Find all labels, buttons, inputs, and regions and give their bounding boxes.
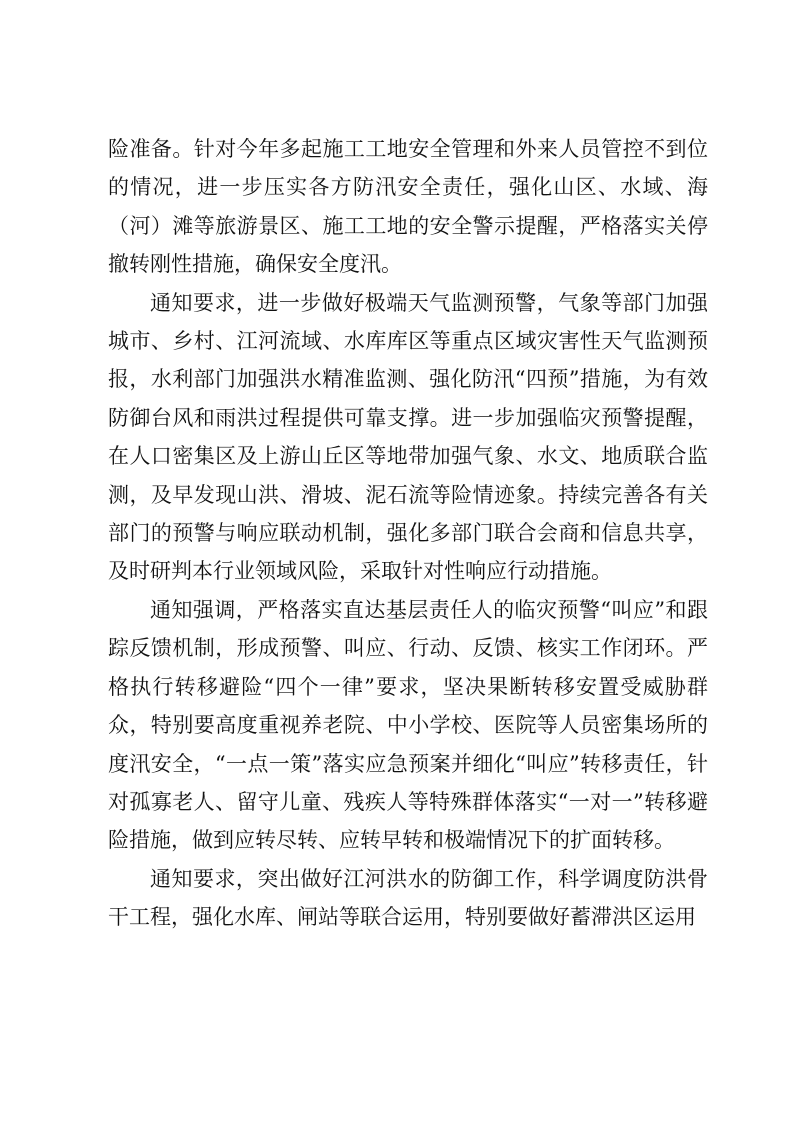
paragraph-monitoring-warning: 通知要求，进一步做好极端天气监测预警，气象等部门加强城市、乡村、江河流域、水库库区等重点区域灾害性天气监测预报，水利部门加强洪水精准监测、强化防汛“四预”措施，为有效防御台风和雨洪过程提供可靠支撑。进一步加强临灾预警提醒，在人口密集区及上游山丘区等地带加强气象、水文、地质联合监测，及早发现山洪、滑坡、泥石流等险情迹象。持续完善各有关部门的预警与响应联动机制，强化多部门联合会商和信息共享，及时研判本行业领域风险，采取针对性响应行动措施。 xyxy=(108,290,708,584)
document-page xyxy=(108,130,708,937)
paragraph-continued: 险准备。针对今年多起施工工地安全管理和外来人员管控不到位的情况，进一步压实各方防汛安全责任，强化山区、水域、海（河）滩等旅游景区、施工工地的安全警示提醒，严格落实关停撤转刚性措施，确保安全度汛。 xyxy=(108,137,708,277)
paragraph-evacuation: 通知强调，严格落实直达基层责任人的临灾预警“叫应”和跟踪反馈机制，形成预警、叫应、行动、反馈、核实工作闭环。严格执行转移避险“四个一律”要求，坚决果断转移安置受威胁群众，特别要高度重视养老院、中小学校、医院等人员密集场所的度汛安全，“一点一策”落实应急预案并细化“叫应”转移责任，针对孤寡老人、留守儿童、残疾人等特殊群体落实“一对一”转移避险措施，做到应转尽转、应转早转和极端情况下的扩面转移。 xyxy=(108,597,708,853)
paragraph-flood-defense: 通知要求，突出做好江河洪水的防御工作，科学调度防洪骨干工程，强化水库、闸站等联合运用，特别要做好蓄滞洪区运用 xyxy=(108,866,708,930)
